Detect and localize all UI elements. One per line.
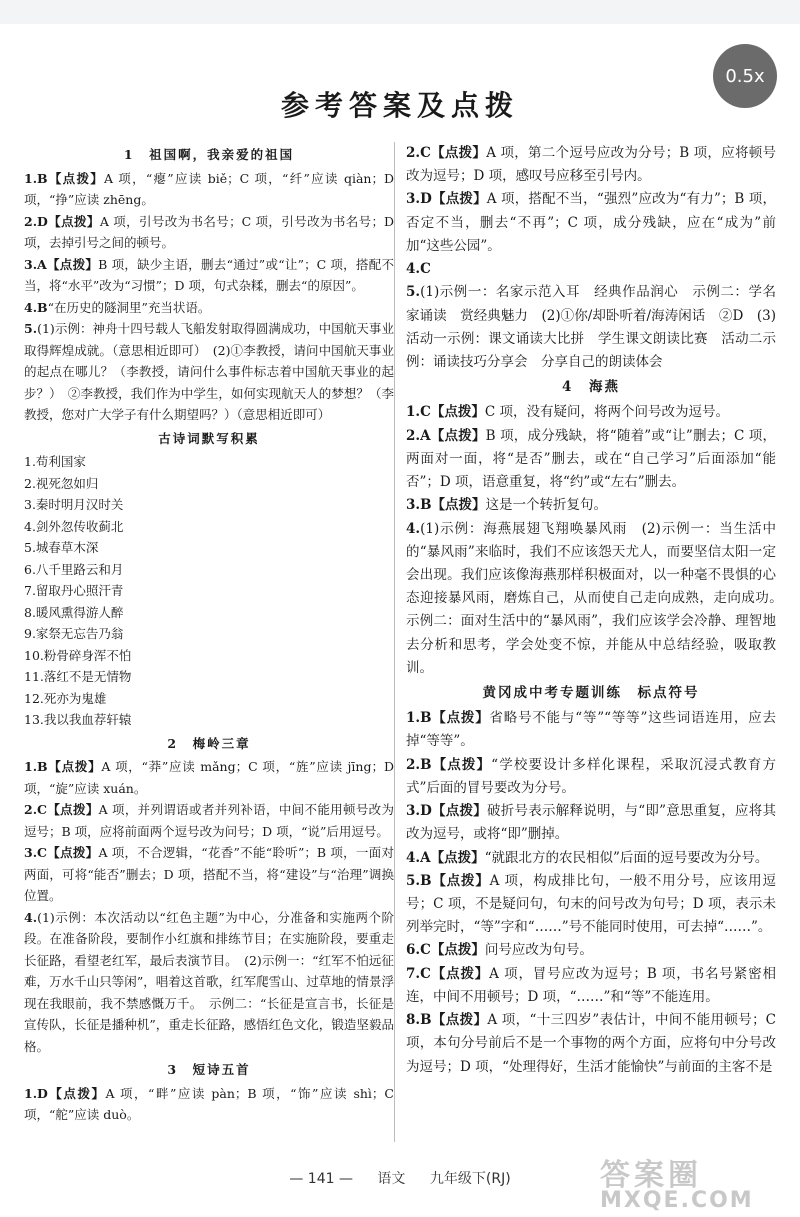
answer-item [406,142,776,188]
hint-tag: 【点拨】 [430,427,486,444]
section-heading: 3 短诗五首 [167,1062,251,1077]
poem-line: 10.粉骨碎身浑不怕 [24,647,132,663]
answer-item [406,518,790,681]
answer-item [406,401,776,424]
section-heading: 1 祖国啊，我亲爱的祖国 [123,147,295,162]
answer-item [406,1009,776,1079]
poem-line: 5.城春草木深 [24,540,99,555]
answer-number: 4. [406,520,421,537]
answer-item [406,963,776,1009]
zoom-indicator[interactable]: 0.5x [713,44,777,108]
answer-number: 2.D [24,213,48,229]
hint-tag: 【点拨】 [431,756,492,773]
answer-number: 3.C [24,845,47,860]
answer-text: A 项，冒号应改为逗号；B 项，书名号紧密相连，中间不用顿号；D 项，“……”和“等”不能连用。 [406,965,776,1005]
hint-tag: 【点拨】 [430,404,485,421]
answer-number: 2.B [406,756,432,773]
answer-number: 4.A [406,849,431,866]
watermark-url: MXQE.COM [600,1188,754,1213]
answer-item [406,847,776,870]
answer-text: A 项，构成排比句，一般不用分号，应该用逗号；C 项，不是疑问句，句末的问号改为句号；D 项，表示未列举完时，“等”字和“……”号不能同时使用，可去掉“……”。 [406,872,776,936]
section-heading: 2 梅岭三章 [167,735,251,751]
answer-number: 1.B [24,170,48,186]
column-divider [394,142,395,1142]
answer-item [24,254,394,297]
answer-text: 这是一个转折复句。 [485,497,608,514]
answer-text: “就跟北方的农民相似”后面的逗号要改为分号。 [484,849,769,866]
watermark-logo [600,1150,790,1213]
poem-line: 3.秦时明月汉时关 [24,497,124,512]
answer-number: 4.B [24,299,48,315]
answer-item [24,842,394,907]
answer-item [24,907,394,1058]
answer-item [406,870,776,940]
answer-item [406,258,776,281]
section-heading: 古诗词默写积累 [158,430,260,446]
answer-number: 1.D [24,1085,48,1101]
answer-number: 2.A [406,427,431,444]
answer-text: A 项，“莽”应读 mǎng；C 项，“旌”应读 jīng；D 项，“旋”应读 xuán。 [24,759,394,796]
hint-tag: 【点拨】 [431,191,487,208]
answer-text: (1)示例：本次活动以“红色主题”为中心，分准备和实施两个阶段。在准备阶段，要制作小红旗和排练节目；在实施阶段，要重走长征路，看望老红军，最后表演节目。 (2)示例一：“红军不怕远征难，万水千山只等闲”，唱着这首歌，红军爬雪山、过草地的情景浮现在我眼前，我不禁感慨万千。 示例二：“长征是宣言书，长征是宣传队，长征是播种机”，重走长征路，感悟红色文化，锻造坚毅品格。 [24,909,394,1054]
answer-text: A 项，搭配不当，“强烈”应改为“有力”；B 项，否定不当，删去“不再”；C 项，成分残缺，应在“成为”前加“这些公园”。 [406,191,777,254]
answer-item [24,211,394,254]
answer-number: 1.B [24,759,48,774]
hint-tag: 【点拨】 [430,965,490,982]
answer-number: 6.C [406,942,431,959]
poem-line: 13.我以我血荐轩辕 [24,712,132,727]
hint-tag: 【点拨】 [431,497,486,514]
answer-item [24,297,394,319]
answer-text: B 项，缺少主语，删去“通过”或“让”；C 项，搭配不当，将“水平”改为“习惯”；D 项，句式杂糅，删去“的原因”。 [24,256,394,293]
poem-line: 1.苟利国家 [24,454,86,469]
answer-number: 3.B [406,497,432,514]
answer-item [406,800,776,846]
poem-line: 8.暖风熏得游人醉 [24,604,124,620]
answer-text: A 项，“十三四岁”表估计，中间不能用顿号；C 项，本句分号前后不是一个事物的两个方面，应将句中分号改为逗号；D 项，“处理得好，生活才能愉快”与前面的主客不是 [406,1012,776,1075]
left-column [24,142,394,1126]
answer-number: 7.C [406,965,431,982]
answer-number: 8.B [406,1012,432,1029]
answer-text: 问号应改为句号。 [484,942,593,959]
poem-line: 12.死亦为鬼雄 [24,690,107,706]
answer-number: 5. [24,321,38,336]
answer-item [24,799,394,842]
answer-item [24,318,394,426]
answer-number: 1.C [406,404,431,421]
poem-line: 11.落红不是无情物 [24,669,132,684]
answer-text: A 项，引号改为书名号；C 项，引号改为书名号；D 项，去掉引号之间的顿号。 [24,213,394,250]
answer-text: (1)示例：海燕展翅飞翔唤暴风雨 (2)示例一：当生活中的“暴风雨”来临时，我们不应该怨天尤人，而要坚信太阳一定会出现。我们应该像海燕那样积极面对，以一种毫不畏惧的心态迎接暴风雨，磨炼自己，从而使自己走向成熟，走向成功。 示例二：面对生活中的“暴风雨”，我们应该学会冷静、理智地去分析和思考，学会处变不惊，并能从中总结经验，吸取教训。 [406,520,790,676]
answer-number: 1.B [406,710,432,727]
answer-item [406,188,776,258]
answer-text: 破折号表示解释说明，与“即”意思重复，应将其改为逗号，或将“即”删掉。 [406,803,776,843]
answer-number: 3.D [406,191,432,208]
poem-line: 9.家祭无忘告乃翁 [24,626,124,641]
answer-item [406,754,776,800]
section-heading: 4 海燕 [562,379,620,396]
hint-tag: 【点拨】 [47,845,99,860]
answer-item [406,939,776,962]
answer-number: 4. [24,909,38,925]
answer-text: “学校要设计多样化课程，采取沉浸式教育方式”后面的冒号要改为分号。 [406,756,777,796]
hint-tag: 【点拨】 [47,170,105,186]
answer-number: 5. [406,284,421,301]
answer-text: A 项，第二个逗号应改为分号；B 项，应将顿号改为逗号；D 项，感叹号应移至引号内。 [406,145,776,185]
watermark-text: 答案圈 [600,1158,702,1193]
section-heading: 黄冈成中考专题训练 标点符号 [482,685,700,702]
answer-text: B 项，成分残缺，将“随着”或“让”删去；C 项，两面对一面，将“是否”删去，或在“自己学习”后面添加“能否”；D 项，语意重复，将“约”或“左右”删去。 [406,427,776,491]
answer-item [406,425,776,495]
page-title: 参考答案及点拨 [280,89,519,122]
top-toolbar [0,0,800,24]
hint-tag: 【点拨】 [431,803,488,820]
answer-text: (1)示例：神舟十四号载人飞船发射取得圆满成功，中国航天事业取得辉煌成就。（意思相近即可） (2)①李教授，请问中国航天事业的起点在哪儿？（李教授，请问什么事件标志着中国航天事业的起步？） ②李教授，我们作为中学生，如何实现航天人的梦想？（李教授，您对广大学子有什么期望吗？）（意思相近即可） [24,321,394,422]
answer-item [406,707,776,753]
poem-line: 2.视死忽如归 [24,475,99,491]
answer-item [406,281,776,374]
answer-item [24,168,394,211]
answer-number: 2.C [24,802,47,817]
hint-tag: 【点拨】 [431,710,490,727]
answer-text: A 项，“畔”应读 pàn；B 项，“饰”应读 shì；C 项，“舵”应读 duò。 [24,1085,394,1122]
right-column [406,142,790,1079]
answer-number: 3.A [24,256,47,272]
answer-text: C 项，没有疑问，将两个问号改为逗号。 [484,404,729,421]
page-number: — 141 — [289,1171,353,1187]
hint-tag: 【点拨】 [431,1012,488,1029]
hint-tag: 【点拨】 [431,872,490,889]
poem-line: 6.八千里路云和月 [24,561,124,577]
answer-text: A 项，并列谓语或者并列补语，中间不能用顿号改为逗号；B 项，应将前面两个逗号改为问号；D 项，“说”后用逗号。 [24,802,394,839]
hint-tag: 【点拨】 [47,759,102,774]
hint-tag: 【点拨】 [430,942,485,959]
answer-text: (1)示例一：名家示范入耳 经典作品润心 示例二：学名家诵读 赏经典魅力 (2)①你/却卧听着/海涛闲话 ②D (3)活动一示例：课文诵读大比拼 学生课文朗读比赛 活动二示例：诵读技巧分享会 分享自己的朗读体会 [406,284,776,370]
answer-number: 2.C [406,145,431,161]
answer-text: A 项，“瘪”应读 biě；C 项，“纤”应读 qiàn；D 项，“挣”应读 zhēng。 [24,170,394,207]
answer-number: 4.C [406,261,431,278]
grade-label: 九年级下(RJ) [429,1171,511,1187]
poem-line: 4.剑外忽传收蓟北 [24,518,124,534]
hint-tag: 【点拨】 [47,1085,106,1101]
hint-tag: 【点拨】 [47,213,100,229]
poem-line: 7.留取丹心照汗青 [24,583,124,598]
answer-item [24,1083,394,1126]
answer-number: 5.B [406,872,432,889]
hint-tag: 【点拨】 [47,802,99,817]
answer-text: A 项，不合逻辑，“花香”不能“聆听”；B 项，一面对两面，可将“能否”删去；D 项，搭配不当，将“建设”与“治理”调换位置。 [24,845,394,903]
answer-text: 省略号不能与“等”“等等”这些词语连用，应去掉“等等”。 [406,710,777,750]
hint-tag: 【点拨】 [430,145,487,161]
hint-tag: 【点拨】 [430,849,485,866]
subject-label: 语文 [377,1171,406,1187]
answer-item [406,494,776,517]
hint-tag: 【点拨】 [46,256,99,272]
answer-item [24,756,394,799]
answer-text: “在历史的隧洞里”充当状语。 [47,299,211,315]
answer-number: 3.D [406,803,432,820]
